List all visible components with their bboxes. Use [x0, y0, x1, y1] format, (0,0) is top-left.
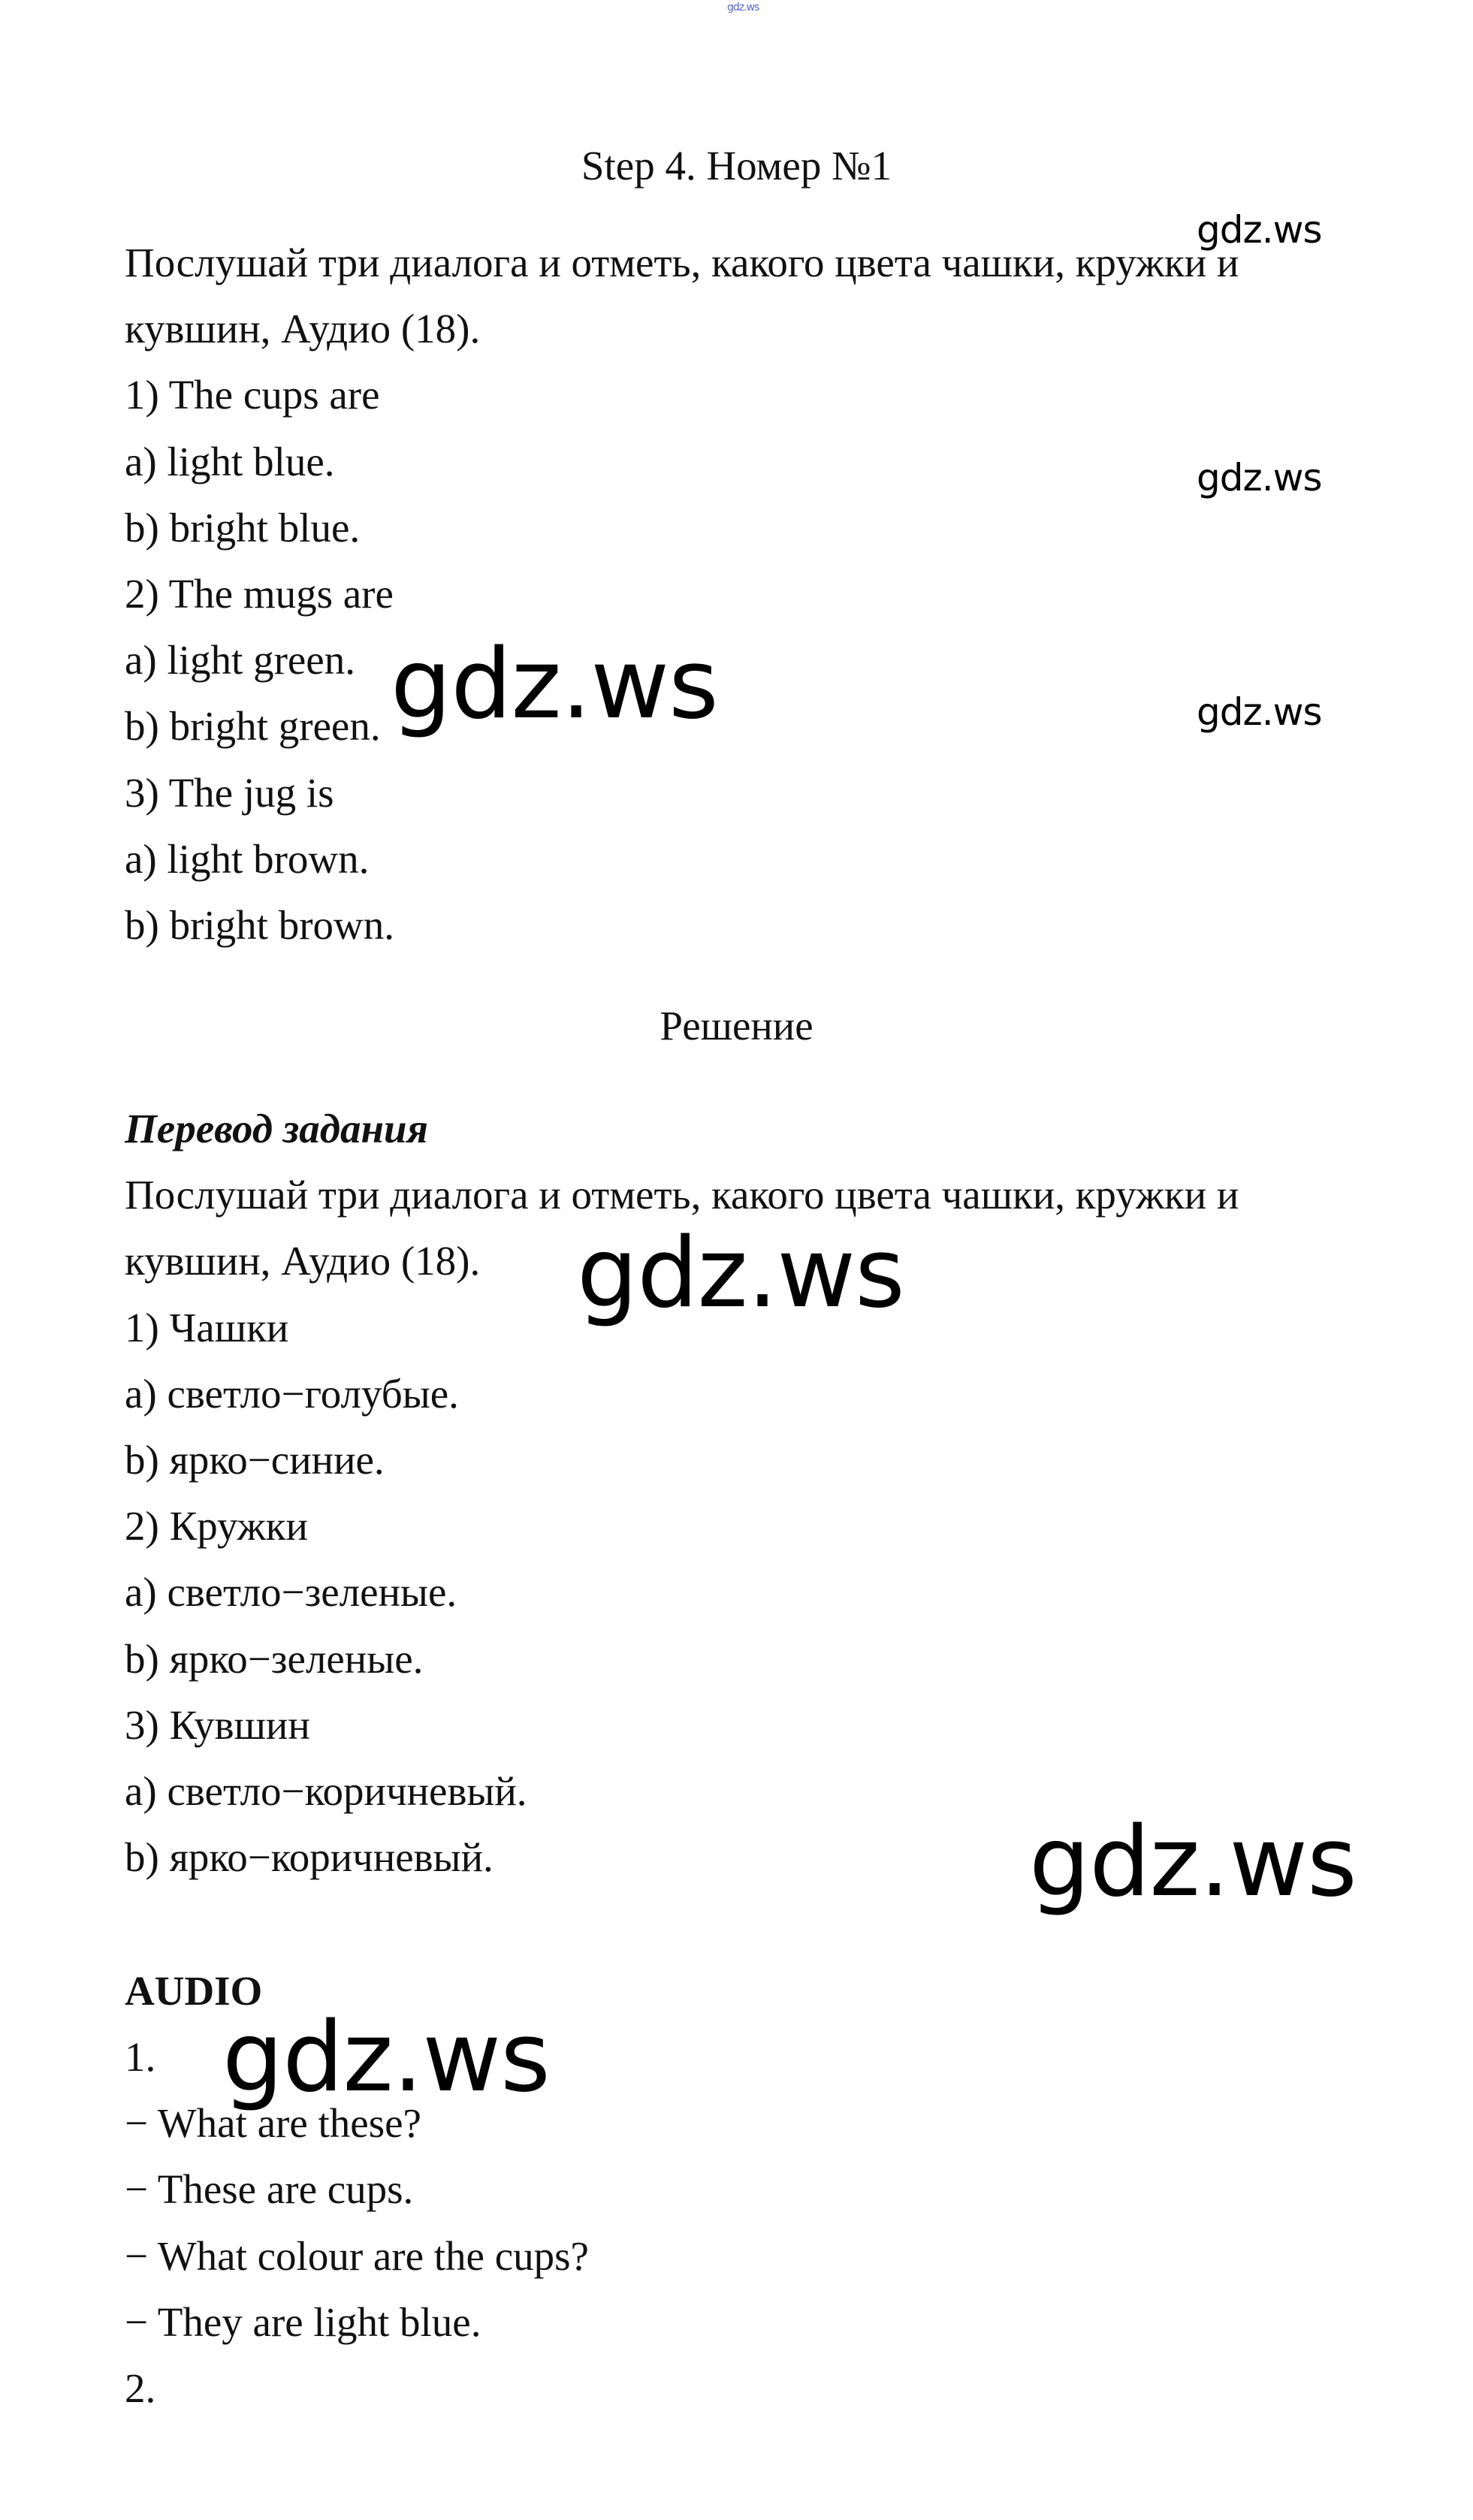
task-line: b) bright blue. — [125, 505, 361, 551]
solution-line: 1) Чашки — [125, 1305, 289, 1351]
task-line: a) light green. — [125, 637, 355, 683]
solution-line: 3) Кувшин — [125, 1702, 310, 1748]
task-line: 2) The mugs are — [125, 571, 394, 617]
task-line: 3) The jug is — [125, 770, 334, 816]
watermark: gdz.ws — [577, 1218, 904, 1329]
page-title: Step 4. Номер №1 — [581, 143, 892, 189]
solution-line: а) светло−голубые. — [125, 1371, 459, 1417]
solution-line: а) светло−зеленые. — [125, 1569, 457, 1615]
watermark: gdz.ws — [1197, 690, 1322, 734]
task-instruction-line-1: Послушай три диалога и отметь, какого цвета чашки, кружки и — [125, 240, 1239, 285]
solution-line: b) ярко−синие. — [125, 1437, 385, 1483]
task-instruction-line-2: кувшин, Аудио (18). — [125, 306, 481, 352]
watermark: gdz.ws — [222, 2002, 550, 2114]
watermark: gdz.ws — [1029, 1806, 1357, 1918]
task-line: a) light blue. — [125, 439, 335, 484]
audio-heading: AUDIO — [125, 1968, 263, 2014]
solution-line: 2) Кружки — [125, 1503, 308, 1549]
top-watermark: gdz.ws — [727, 2, 759, 14]
solution-line: b) ярко−коричневый. — [125, 1834, 494, 1880]
audio-line: 1. — [125, 2034, 156, 2080]
solution-instruction-line-2: кувшин, Аудио (18). — [125, 1238, 481, 1284]
watermark: gdz.ws — [1197, 208, 1322, 252]
translation-heading: Перевод задания — [125, 1106, 428, 1151]
solution-instruction-line-1: Послушай три диалога и отметь, какого цвета чашки, кружки и — [125, 1172, 1239, 1218]
task-line: b) bright brown. — [125, 902, 394, 948]
solution-line: а) светло−коричневый. — [125, 1768, 527, 1814]
audio-line: − These are cups. — [125, 2166, 414, 2212]
audio-line: − What colour are the cups? — [125, 2233, 589, 2279]
audio-line: − What are these? — [125, 2100, 421, 2146]
solution-title: Решение — [660, 1003, 813, 1049]
solution-line: b) ярко−зеленые. — [125, 1636, 424, 1682]
audio-line: 2. — [125, 2365, 156, 2411]
audio-line: − They are light blue. — [125, 2299, 481, 2345]
task-line: 1) The cups are — [125, 372, 380, 418]
task-line: a) light brown. — [125, 836, 370, 882]
task-line: b) bright green. — [125, 703, 381, 749]
watermark: gdz.ws — [391, 629, 718, 741]
watermark: gdz.ws — [1197, 456, 1322, 499]
